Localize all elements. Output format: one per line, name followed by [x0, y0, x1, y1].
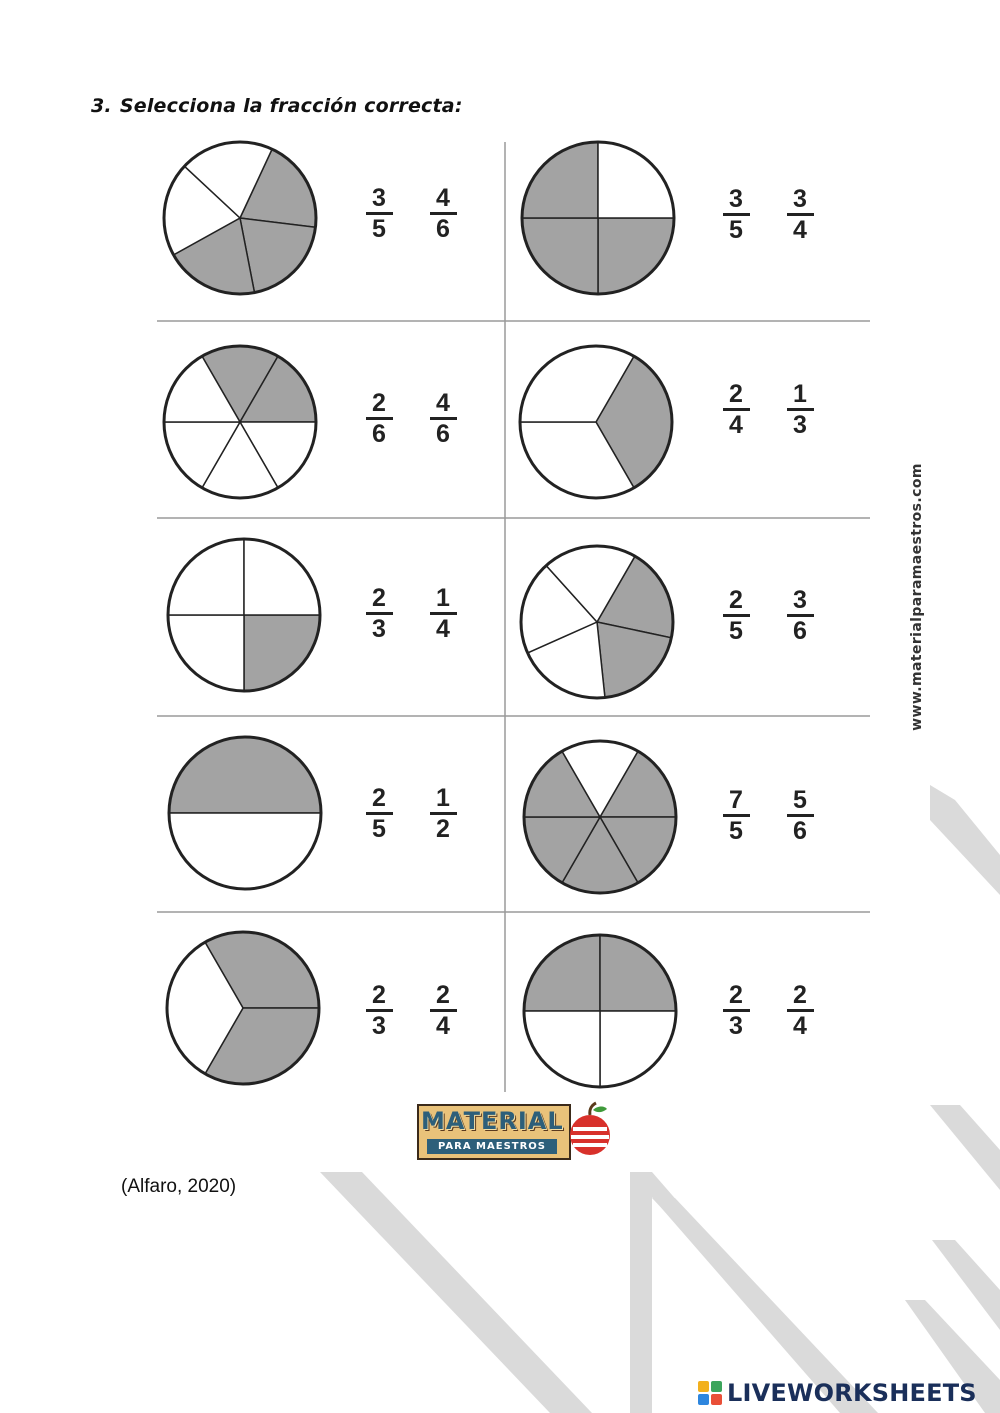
fraction-option-2-2[interactable]: [778, 187, 822, 242]
material-para-maestros-logo: [417, 1101, 613, 1159]
fraction-circle-7: [169, 737, 321, 889]
fraction-option-2-1[interactable]: [714, 187, 758, 242]
fraction-denominator: 3: [372, 1012, 386, 1040]
fraction-denominator: 4: [436, 1012, 450, 1040]
fraction-circle-10: [524, 935, 676, 1087]
fraction-circle-1: [164, 142, 316, 294]
apple-icon: [567, 1101, 613, 1159]
fraction-denominator: 6: [372, 420, 386, 448]
fraction-circle-4: [520, 346, 672, 498]
fraction-option-6-2[interactable]: [778, 588, 822, 643]
fraction-denominator: 5: [372, 815, 386, 843]
fraction-denominator: 6: [793, 617, 807, 645]
fraction-numerator: 2: [372, 784, 386, 812]
fraction-numerator: 1: [436, 784, 450, 812]
fraction-option-3-1[interactable]: [357, 391, 401, 446]
logo-title: MATERIAL: [421, 1107, 564, 1135]
fraction-numerator: 1: [436, 584, 450, 612]
fraction-numerator: 3: [793, 586, 807, 614]
fraction-denominator: 5: [729, 216, 743, 244]
fraction-option-7-1[interactable]: [357, 786, 401, 841]
fraction-circle-9: [167, 932, 319, 1084]
liveworksheets-brand: [697, 1378, 977, 1408]
fraction-option-10-2[interactable]: [778, 983, 822, 1038]
fraction-option-3-2[interactable]: [421, 391, 465, 446]
fraction-option-5-2[interactable]: [421, 586, 465, 641]
fraction-denominator: 3: [793, 411, 807, 439]
fraction-denominator: 6: [436, 420, 450, 448]
fraction-numerator: 3: [729, 185, 743, 213]
fraction-numerator: 2: [729, 586, 743, 614]
website-watermark: www.materialparamaestros.com: [909, 463, 925, 731]
fraction-denominator: 5: [729, 617, 743, 645]
liveworksheets-icon: [697, 1380, 723, 1406]
fraction-denominator: 6: [436, 215, 450, 243]
fraction-numerator: 2: [372, 584, 386, 612]
fraction-denominator: 2: [436, 815, 450, 843]
fraction-numerator: 2: [372, 981, 386, 1009]
fraction-numerator: 1: [793, 380, 807, 408]
fraction-option-10-1[interactable]: [714, 983, 758, 1038]
fraction-denominator: 5: [729, 817, 743, 845]
fraction-circle-5: [168, 539, 320, 691]
logo-subtitle: PARA MAESTROS: [427, 1139, 557, 1154]
fraction-option-9-2[interactable]: [421, 983, 465, 1038]
circle-7-slice-1: [169, 737, 321, 813]
fraction-numerator: 3: [372, 184, 386, 212]
fraction-denominator: 3: [372, 615, 386, 643]
question-number: 3.: [91, 95, 112, 117]
fraction-numerator: 7: [729, 786, 743, 814]
fraction-numerator: 2: [729, 981, 743, 1009]
liveworksheets-text: LIVEWORKSHEETS: [727, 1379, 977, 1407]
fraction-denominator: 3: [729, 1012, 743, 1040]
question-text: Selecciona la fracción correcta:: [119, 95, 463, 117]
fraction-numerator: 2: [372, 389, 386, 417]
fraction-circle-6: [521, 546, 673, 698]
fraction-numerator: 2: [436, 981, 450, 1009]
fraction-denominator: 6: [793, 817, 807, 845]
circle-7-slice-2: [169, 813, 321, 889]
fraction-option-6-1[interactable]: [714, 588, 758, 643]
citation: (Alfaro, 2020): [121, 1176, 237, 1197]
fraction-numerator: 2: [793, 981, 807, 1009]
fraction-numerator: 3: [793, 185, 807, 213]
fraction-numerator: 5: [793, 786, 807, 814]
fraction-circle-2: [522, 142, 674, 294]
fraction-option-8-2[interactable]: [778, 788, 822, 843]
fraction-circle-8: [524, 741, 676, 893]
fraction-option-4-2[interactable]: [778, 382, 822, 437]
fraction-numerator: 4: [436, 184, 450, 212]
fraction-option-4-1[interactable]: [714, 382, 758, 437]
fraction-option-1-1[interactable]: [357, 186, 401, 241]
fraction-circle-3: [164, 346, 316, 498]
fraction-denominator: 4: [436, 615, 450, 643]
fraction-denominator: 5: [372, 215, 386, 243]
fraction-option-5-1[interactable]: [357, 586, 401, 641]
fraction-numerator: 4: [436, 389, 450, 417]
fraction-numerator: 2: [729, 380, 743, 408]
fraction-option-7-2[interactable]: [421, 786, 465, 841]
fraction-option-9-1[interactable]: [357, 983, 401, 1038]
fraction-option-1-2[interactable]: [421, 186, 465, 241]
fraction-denominator: 4: [729, 411, 743, 439]
fraction-denominator: 4: [793, 1012, 807, 1040]
fraction-denominator: 4: [793, 216, 807, 244]
fraction-option-8-1[interactable]: [714, 788, 758, 843]
